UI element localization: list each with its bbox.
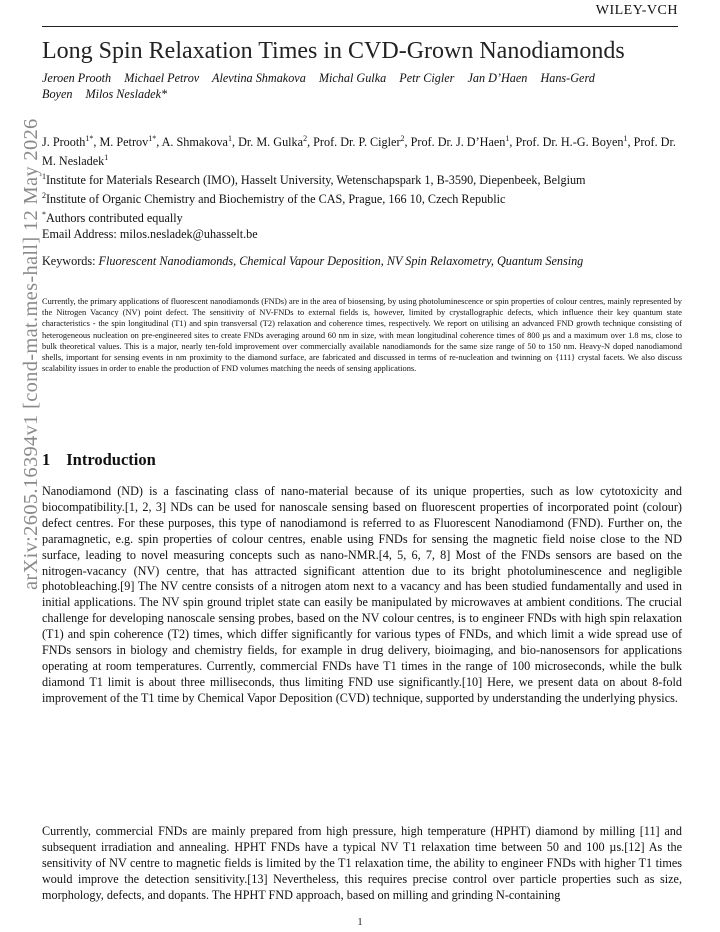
author: Michal Gulka	[318, 71, 387, 85]
intro-paragraph-2: Currently, commercial FNDs are mainly prepared from high pressure, high temperature (HPHT) diamond by milling [11] and subsequent irradiation and annealing. HPHT FNDs have a typical NV T1 relaxation time between 50 and 100 µs.[12] As the sensitivity of NV centre to magnetic fields is limited by the T1 relaxation time, the ability to engineer FNDs with higher T1 times would improve the detection sensitivity.[13] Nevertheless, this requires precise control over particle properties such as size, morphology, defects, and dopants. The HPHT FND approach, based on milling and grinding N-containing	[42, 824, 682, 902]
author: Michael Petrov	[124, 71, 200, 85]
arxiv-identifier: arXiv:2605.16394v1 [cond-mat.mes-hall] 12 May 2026	[20, 118, 42, 590]
institution-1: $^1$Institute for Materials Research (IMO), Hasselt University, Wetenschapspark 1, B-3590, Diepenbeek, Belgium	[42, 172, 586, 188]
equal-contribution-note: *Authors contributed equally	[42, 210, 183, 226]
author: Petr Cigler	[399, 71, 455, 85]
paper-title: Long Spin Relaxation Times in CVD-Grown Nanodiamonds	[42, 38, 625, 64]
author-affiliations	[42, 131, 682, 242]
author: Jeroen Prooth	[42, 71, 112, 85]
keywords: Keywords: Fluorescent Nanodiamonds, Chemical Vapour Deposition, NV Spin Relaxometry, Quantum Sensing	[42, 254, 584, 268]
institution-2: $^2$Institute of Organic Chemistry and Biochemistry of the CAS, Prague, 166 10, Czech Republic	[42, 191, 506, 207]
author: Hans-Gerd	[540, 71, 595, 85]
page-number: 1	[357, 917, 363, 928]
header-rule	[42, 26, 678, 27]
section-heading: 1 Introduction	[42, 450, 156, 469]
affiliation-names: J. Prooth$^{1*}$, M. Petrov$^{1*}$, A. Shmakova$^1$, Dr. M. Gulka$^2$, Prof. Dr. P. Cigler$^2$, Prof. Dr. J. D’Haen$^1$, Prof. Dr. H.-G. Boyen$^1$, Prof. Dr. M. Nesladek$^1$	[42, 134, 676, 169]
intro-paragraph-1: Nanodiamond (ND) is a fascinating class of nano-material because of its unique properties, such as low cytotoxicity and biocompatibility.[1, 2, 3] NDs can be used for nanoscale sensing based on fluorescent properties of incorporated point (colour) defect centres. For these purposes, this type of nanodiamond is referred to as Fluorescent Nanodiamond (FND). Further on, the paramagnetic, e.g. spin properties of colour centres, enable using FNDs for sensing the magnetic field noise close to the ND surface, leading to novel measuring concepts such as nano-NMR.[4, 5, 6, 7, 8] Most of the FNDs sensors are based on the nitrogen-vacancy (NV) centre, that has attracted significant attention due to its bright photoluminescence and negligible photobleaching.[9] The NV centre consists of a nitrogen atom next to a vacancy and has been studied fundamentally and used in initial applications. The NV spin ground triplet state can easily be manipulated by microwaves at ambient conditions. The crucial challenge for developing nanoscale sensing probes, based on the NV colour centres, is to engineer FNDs with high spin relaxation (T1) and spin coherence (T2) times, which differ significantly for various types of FNDs, and which limit a wide spread use of FNDs sensors in biology and chemistry fields, for example in drug delivery, bioimaging, and bio-nanosensors for applications operating at room temperatures. Currently, commercial FNDs have T1 times in the range of 100 microseconds, while the bulk diamond T1 limit is about three milliseconds, thus limiting FND use significantly.[10] Here, we present data on about 8-fold improvement of the T1 time by Chemical Vapor Deposition (CVD) technique, supported by understanding the underlying physics.	[42, 484, 682, 705]
publisher-header: WILEY-VCH	[595, 3, 678, 18]
author: Jan D’Haen	[467, 71, 528, 85]
abstract: Currently, the primary applications of fluorescent nanodiamonds (FNDs) are in the area of biosensing, by using photoluminescence or spin properties of colour centres, mainly represented by the Nitrogen Vacancy (NV) point defect. The sensitivity of NV-FNDs to external fields is, however, limited by crystallographic defects, which influence their key quantum state characteristics - the spin longitudinal (T1) and spin transversal (T2) relaxation and coherence times, respectively. We report on utilising an advanced FND growth technique consisting of heterogeneous nucleation on pre-engineered sites to create FNDs averaging around 60 nm in size, with mean longitudinal coherence times of 800 µs and a maximum over 1.8 ms, close to bulk theoretical values. This is a major, nearly ten-fold improvement over commercially available nanodiamonds for the same size range of 50 to 150 nm. Heavy-N doped nanodiamond shells, important for sensing events in nm proximity to the diamond surface, are fabricated and discussed in terms of re-nucleation and twinning on {111} crystal facets. We also discuss scalability issues in order to enable the production of FND volumes matching the needs of sensing applications.	[42, 297, 682, 374]
author: Alevtina Shmakova	[212, 71, 306, 85]
author-list	[42, 70, 682, 102]
author: Milos Nesladek*	[85, 87, 168, 101]
email-address: Email Address: milos.nesladek@uhasselt.be	[42, 227, 258, 242]
author: Boyen	[42, 87, 73, 101]
arxiv-sidebar	[0, 0, 42, 932]
